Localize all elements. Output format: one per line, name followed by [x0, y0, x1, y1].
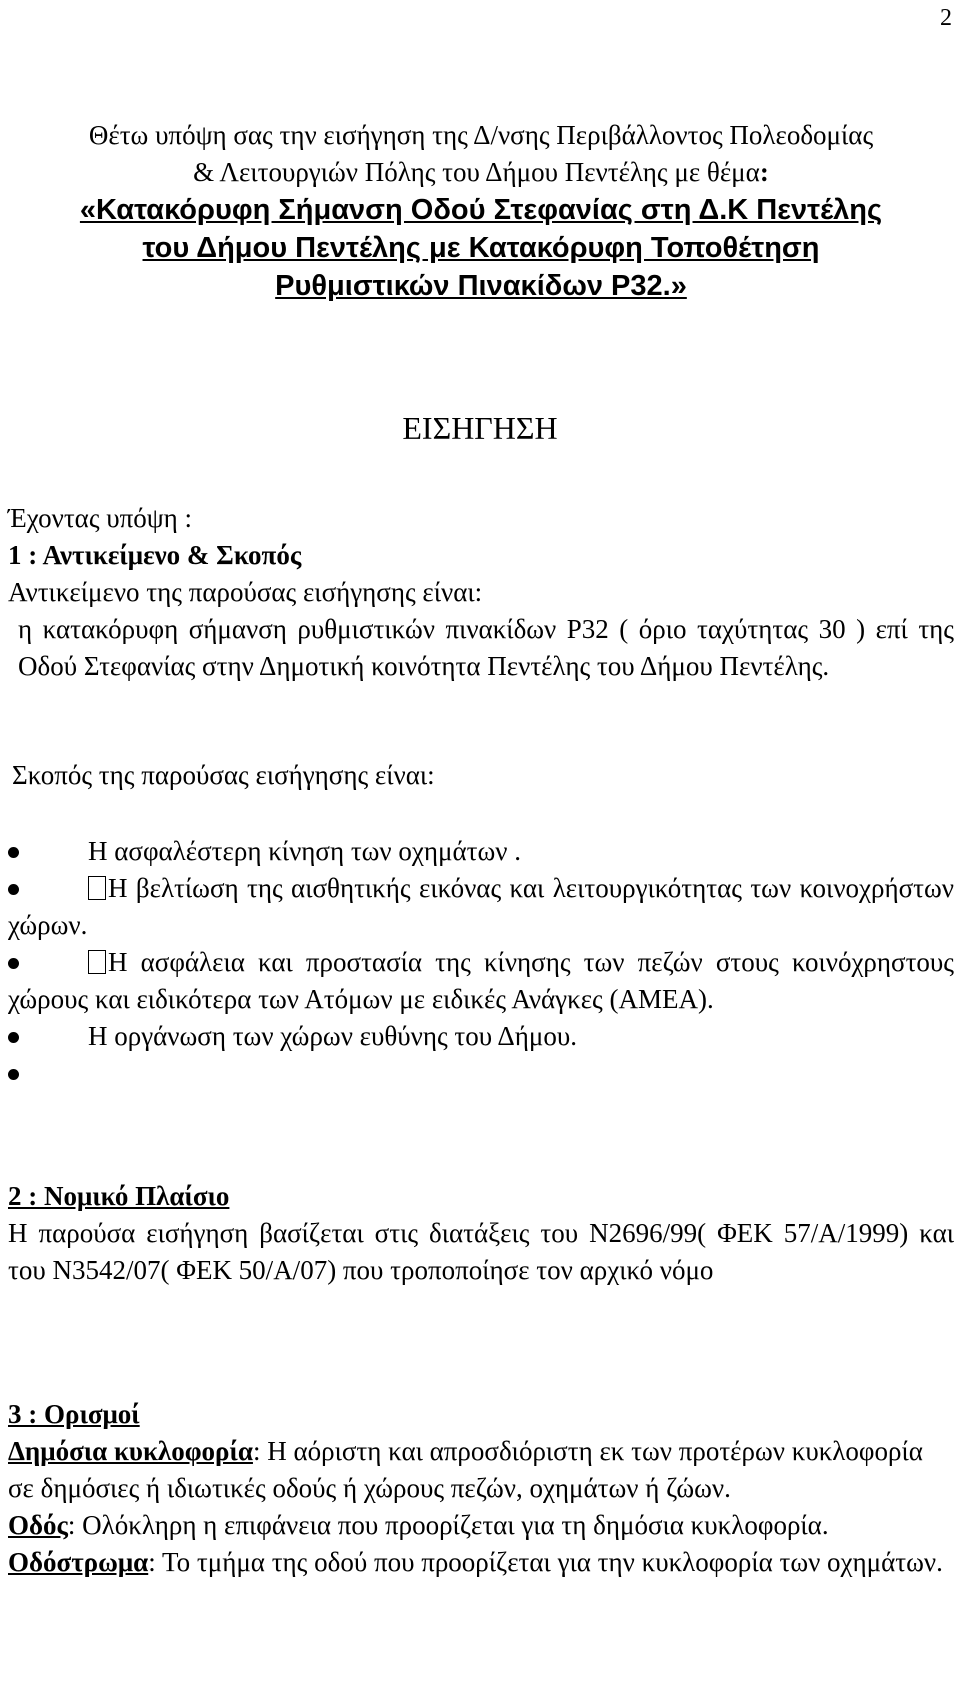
page-number: 2 [940, 5, 952, 31]
missing-glyph-icon [88, 876, 106, 900]
bullet-item [8, 1018, 954, 1055]
definition-separator: : [148, 1547, 156, 1577]
definition-term: Οδόστρωμα [8, 1547, 149, 1577]
definition-separator: : [252, 1436, 261, 1466]
definition-separator: : [67, 1510, 76, 1540]
bullet-dot-icon [8, 1032, 19, 1043]
intro-line-2 [8, 154, 954, 191]
section-2-title: 2 : Νομικό Πλαίσιο [8, 1181, 230, 1211]
bullet-text-wrap [8, 873, 954, 940]
intro-block [8, 117, 954, 305]
considering-label: Έχοντας υπόψη : [8, 503, 193, 533]
subject-line-1: «Κατακόρυφη Σήμανση Οδού Στεφανίας στη Δ.Κ Πεντέλης [79, 194, 883, 226]
bullet-dot-icon [8, 1069, 19, 1080]
bullet-item [8, 1055, 954, 1092]
purpose-bullet-list [8, 833, 954, 1092]
section-2-text: Η παρούσα εισήγηση βασίζεται στις διατάξεις του Ν2696/99( ΦΕΚ 57/Α/1999) και του Ν3542/07( ΦΕΚ 50/Α/07) που τροποποίησε τον αρχικό νόμο [8, 1218, 954, 1285]
bullet-dot-icon [8, 958, 19, 969]
bullet-dot-icon [8, 847, 19, 858]
subject-line-2: του Δήμου Πεντέλης με Κατακόρυφη Τοποθέτηση [142, 232, 820, 264]
bullet-item [8, 944, 954, 1018]
bullet-item [8, 870, 954, 944]
bullet-text: Η βελτίωση της αισθητικής εικόνας και λειτουργικότητας των κοινοχρήστων χώρων. [8, 873, 954, 940]
missing-glyph-icon [88, 950, 106, 974]
section-3 [8, 1396, 954, 1581]
definition-item [8, 1507, 954, 1544]
bullet-text-wrap [8, 947, 954, 1014]
bullet-dot-icon [8, 884, 19, 895]
bullet-item [8, 833, 954, 870]
definition-item [8, 1544, 954, 1581]
purpose-label: Σκοπός της παρούσας εισήγησης είναι: [12, 760, 435, 790]
subject-line-3: Ρυθμιστικών Πινακίδων Ρ32.» [275, 270, 687, 302]
section-1-title: 1 : Αντικείμενο & Σκοπός [8, 540, 302, 570]
definition-item [8, 1433, 954, 1507]
bullet-text: Η ασφαλέστερη κίνηση των οχημάτων . [88, 836, 521, 866]
object-label: Αντικείμενο της παρούσας εισήγησης είναι: [8, 577, 483, 607]
definition-text: Ολόκληρη η επιφάνεια που προορίζεται για τη δημόσια κυκλοφορία. [75, 1510, 829, 1540]
bullet-text: Η ασφάλεια και προστασία της κίνησης των πεζών στους κοινόχρηστους χώρους και ειδικότερα των Ατόμων με ειδικές Ανάγκες (ΑΜΕΑ). [8, 947, 954, 1014]
definition-term: Οδός [8, 1510, 68, 1540]
intro-line-2-colon: : [759, 157, 769, 187]
bullet-text: Η οργάνωση των χώρων ευθύνης του Δήμου. [88, 1021, 577, 1051]
section-2 [8, 1178, 954, 1289]
object-text: η κατακόρυφη σήμανση ρυθμιστικών πινακίδων Ρ32 ( όριο ταχύτητας 30 ) επί της Οδού Στεφανίας στην Δημοτική κοινότητα Πεντέλης του Δήμου Πεντέλης. [18, 614, 954, 681]
section-1 [8, 500, 954, 685]
definition-text: Το τμήμα της οδού που προορίζεται για την κυκλοφορία των οχημάτων. [155, 1547, 943, 1577]
definition-term: Δημόσια κυκλοφορία [8, 1436, 253, 1466]
definition-text: Η αόριστη και απροσδιόριστη εκ των προτέρων κυκλοφορία σε δημόσιες ή ιδιωτικές οδούς ή χώρους πεζών, οχημάτων ή ζώων. [8, 1436, 923, 1503]
bullet-text [8, 1058, 95, 1088]
document-heading: ΕΙΣΗΓΗΣΗ [402, 410, 558, 446]
section-3-title: 3 : Ορισμοί [8, 1399, 140, 1429]
intro-line-2-text: & Λειτουργιών Πόλης του Δήμου Πεντέλης με θέμα [193, 157, 760, 187]
intro-line-1: Θέτω υπόψη σας την εισήγηση της Δ/νσης Περιβάλλοντος Πολεοδομίας [88, 120, 874, 150]
